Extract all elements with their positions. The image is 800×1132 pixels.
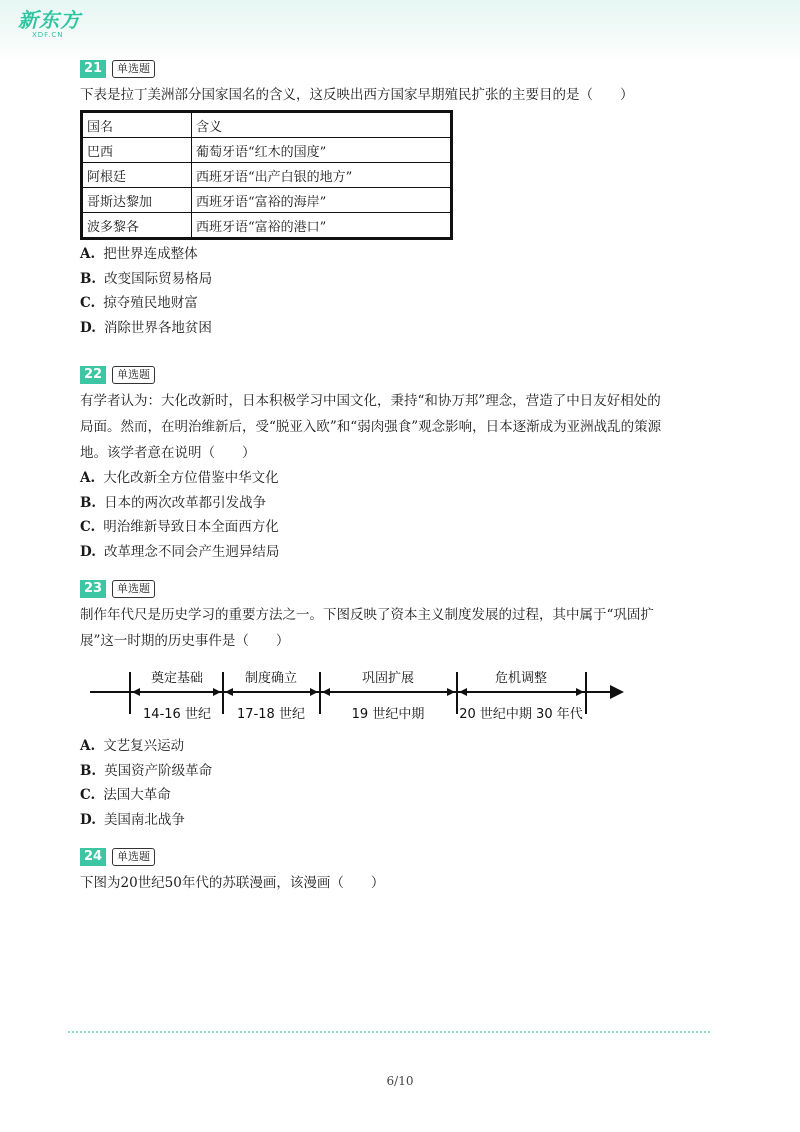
option-c[interactable] [80, 515, 720, 540]
option-text: 掠夺殖民地财富 [103, 295, 198, 311]
option-b[interactable] [80, 267, 720, 292]
question-22 [80, 364, 720, 564]
table-header-cell: 国名 [82, 112, 192, 138]
stem-line: 局面。然而，在明治维新后，受“脱亚入欧”和“弱肉强食”观念影响，日本逐渐成为亚洲战乱的策源 [80, 419, 662, 435]
table-cell: 西班牙语“出产白银的地方” [192, 163, 452, 188]
segment-arrow [459, 688, 467, 696]
stem-line: 展”这一时期的历史事件是（ ） [80, 633, 290, 649]
table-row [82, 213, 452, 239]
option-letter: A. [80, 246, 96, 262]
table-cell: 巴西 [82, 138, 192, 163]
question-type-badge: 单选题 [112, 580, 155, 598]
question-type-badge: 单选题 [112, 366, 155, 384]
option-letter: B. [80, 762, 97, 779]
option-d[interactable] [80, 808, 720, 833]
stage-label: 巩固扩展 [361, 671, 415, 686]
option-text: 美国南北战争 [103, 811, 185, 828]
stage-label: 奠定基础 [150, 671, 204, 686]
table-cell: 葡萄牙语“红木的国度” [192, 138, 452, 163]
table-header-row [82, 112, 452, 138]
option-letter: A. [80, 470, 96, 486]
table-cell: 哥斯达黎加 [82, 188, 192, 213]
option-text: 把世界连成整体 [103, 246, 198, 262]
option-letter: C. [80, 519, 96, 535]
option-a[interactable] [80, 242, 720, 267]
table-row [82, 163, 452, 188]
option-letter: D. [80, 811, 96, 828]
option-b[interactable] [80, 759, 720, 784]
option-text: 法国大革命 [103, 787, 171, 803]
question-stem [80, 602, 720, 654]
option-b[interactable] [80, 491, 720, 516]
question-header [80, 58, 720, 80]
timeline-arrowhead [610, 685, 624, 699]
option-text: 改革理念不同会产生迥异结局 [103, 543, 280, 560]
question-stem [80, 388, 720, 466]
stage-label: 制度确立 [244, 671, 298, 686]
option-letter: B. [80, 494, 97, 511]
option-letter: A. [80, 738, 96, 754]
segment-arrow [576, 688, 584, 696]
table-cell: 西班牙语“富裕的海岸” [192, 188, 452, 213]
segment-arrow [225, 688, 233, 696]
segment-arrow [213, 688, 221, 696]
option-letter: D. [80, 543, 96, 560]
period-label: 20 世纪中期 30 年代 [459, 707, 583, 722]
question-header [80, 578, 720, 600]
period-label: 17-18 世纪 [237, 707, 305, 722]
question-23 [80, 578, 720, 832]
segment-arrow [447, 688, 455, 696]
stem-line: 制作年代尺是历史学习的重要方法之一。下图反映了资本主义制度发展的过程，其中属于“巩固扩 [80, 607, 654, 623]
country-name-table [80, 110, 453, 240]
segment-arrow [132, 688, 140, 696]
option-c[interactable] [80, 291, 720, 316]
logo: 新东方 [18, 8, 81, 32]
table-row [82, 188, 452, 213]
option-d[interactable] [80, 540, 720, 565]
page-number: 6/10 [386, 1074, 414, 1088]
question-stem: 下图为20世纪50年代的苏联漫画，该漫画（ ） [80, 875, 385, 891]
footer-divider [68, 1031, 710, 1035]
question-number: 21 [80, 60, 106, 78]
question-type-badge: 单选题 [112, 60, 155, 78]
option-text: 消除世界各地贫困 [103, 319, 212, 336]
table-cell: 阿根廷 [82, 163, 192, 188]
question-header [80, 846, 720, 868]
option-letter: C. [80, 295, 96, 311]
question-24 [80, 846, 720, 896]
option-c[interactable] [80, 783, 720, 808]
option-letter: C. [80, 787, 96, 803]
option-text: 大化改新全方位借鉴中华文化 [103, 470, 279, 486]
table-cell: 波多黎各 [82, 213, 192, 239]
question-stem: 下表是拉丁美洲部分国家国名的含义，这反映出西方国家早期殖民扩张的主要目的是（ ） [80, 87, 634, 103]
segment-arrow [310, 688, 318, 696]
option-a[interactable] [80, 466, 720, 491]
question-number: 22 [80, 366, 106, 384]
option-text: 文艺复兴运动 [103, 738, 185, 754]
option-letter: D. [80, 319, 96, 336]
logo-subtitle: XDF.CN [32, 31, 64, 39]
option-text: 明治维新导致日本全面西方化 [103, 519, 279, 535]
option-text: 改变国际贸易格局 [104, 270, 213, 287]
question-21 [80, 58, 720, 340]
question-type-badge: 单选题 [112, 848, 155, 866]
option-a[interactable] [80, 734, 720, 759]
option-letter: B. [80, 270, 97, 287]
table-row [82, 138, 452, 163]
question-number: 23 [80, 580, 106, 598]
stage-label: 危机调整 [494, 671, 548, 686]
segment-arrow [322, 688, 330, 696]
header-band [0, 0, 800, 62]
option-d[interactable] [80, 316, 720, 341]
stem-line: 地。该学者意在说明（ ） [80, 445, 256, 461]
question-header [80, 364, 720, 386]
period-label: 19 世纪中期 [351, 707, 425, 722]
table-cell: 西班牙语“富裕的港口” [192, 213, 452, 239]
option-text: 英国资产阶级革命 [104, 762, 213, 779]
question-number: 24 [80, 848, 106, 866]
option-text: 日本的两次改革都引发战争 [104, 494, 267, 511]
timeline-diagram [90, 658, 650, 734]
stem-line: 有学者认为：大化改新时，日本积极学习中国文化，秉持“和协万邦”理念，营造了中日友好相处的 [80, 393, 661, 409]
period-label: 14-16 世纪 [143, 707, 211, 722]
table-header-cell: 含义 [192, 112, 452, 138]
